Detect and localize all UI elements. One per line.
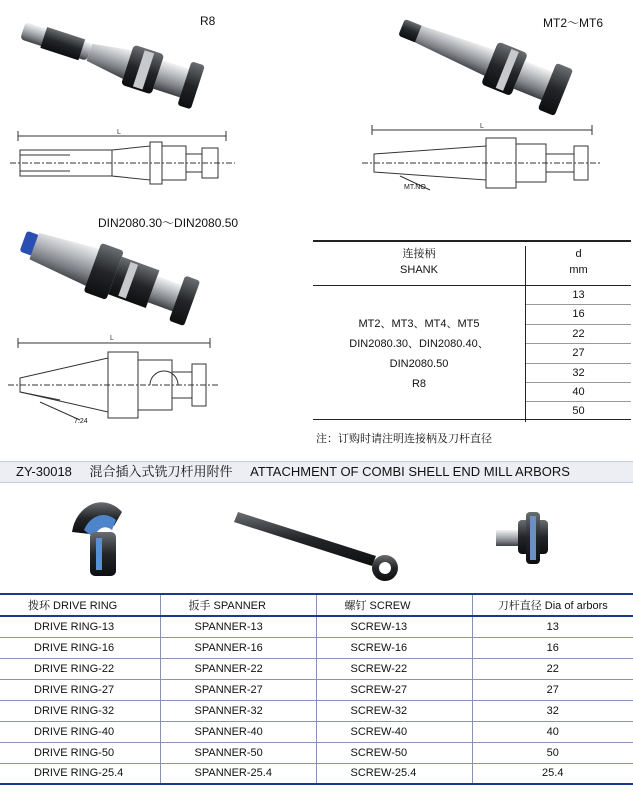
table-row [0,721,633,742]
drive-ring-cell: DRIVE RING-25.4 [0,763,160,784]
diameter-cell: 22 [526,325,631,344]
accessory-table [0,593,633,785]
spanner-cell: SPANNER-27 [160,679,316,700]
arbor-dia-cell: 22 [472,658,633,679]
drive-ring-cell: DRIVE RING-16 [0,637,160,658]
column-header: 螺钉 SCREW [316,594,472,616]
shank-line: DIN2080.50 [389,358,449,370]
product-code: ZY-30018 [16,464,72,479]
screw-cell: SCREW-40 [316,721,472,742]
shank-header-en: SHANK [400,264,438,276]
spanner-cell: SPANNER-13 [160,616,316,637]
drive-ring-cell: DRIVE RING-22 [0,658,160,679]
spec-table-header [313,242,631,286]
diameter-cell: 32 [526,364,631,383]
shank-header-cn: 连接柄 [402,248,436,260]
svg-text:L: L [110,335,114,342]
diameter-cell: 50 [572,405,585,418]
table-row [0,679,633,700]
screw-cell: SCREW-50 [316,742,472,763]
spanner-cell: SPANNER-40 [160,721,316,742]
column-header: 刀杆直径 Dia of arbors [472,594,633,616]
column-header: 拨环 DRIVE RING [0,594,160,616]
svg-text:L: L [117,129,121,136]
arbor-dia-cell: 25.4 [472,763,633,784]
drive-ring-cell: DRIVE RING-13 [0,616,160,637]
diameter-cell: 16 [526,305,631,324]
table-row [0,637,633,658]
accessory-illustrations [0,490,633,590]
screw-cell: SCREW-25.4 [316,763,472,784]
spanner-cell: SPANNER-50 [160,742,316,763]
r8-arbor-photo [16,9,205,110]
table-row [0,700,633,721]
shank-line: DIN2080.30、DIN2080.40、 [349,338,489,350]
r8-technical-drawing [10,131,235,184]
spanner-cell: SPANNER-22 [160,658,316,679]
arbor-dia-cell: 16 [472,637,633,658]
diameter-cell: 13 [526,286,631,305]
diameter-cell: 27 [526,344,631,363]
diameter-header-label: d [575,248,582,260]
shank-spec-table [313,240,631,420]
din-technical-drawing [8,338,220,420]
screw-cell: SCREW-16 [316,637,472,658]
table-row [0,616,633,637]
svg-text:L: L [480,123,484,130]
diameter-header [525,246,631,286]
drive-ring-cell: DRIVE RING-40 [0,721,160,742]
diameter-cell: 40 [526,383,631,402]
screw-cell: SCREW-22 [316,658,472,679]
screw-photo [496,512,548,564]
column-header: 扳手 SPANNER [160,594,316,616]
shank-line: R8 [411,378,427,390]
drive-ring-cell: DRIVE RING-50 [0,742,160,763]
arbor-dia-cell: 32 [472,700,633,721]
section-banner [0,461,633,483]
spanner-cell: SPANNER-25.4 [160,763,316,784]
arbor-dia-cell: 27 [472,679,633,700]
din-label: DIN2080.30～DIN2080.50 [98,216,239,230]
mt-technical-drawing [362,125,600,190]
order-note: 注：订购时请注明连接柄及刀杆直径 [316,433,492,445]
mt-no-label: MT.NO [404,184,426,191]
arbor-dia-cell: 50 [472,742,633,763]
shank-list [313,314,525,394]
drive-ring-photo [72,502,122,576]
shank-header [313,246,525,278]
screw-cell: SCREW-13 [316,616,472,637]
din-arbor-photo [14,218,201,328]
accessory-table-header [0,594,633,616]
table-row [0,763,633,784]
spanner-cell: SPANNER-16 [160,637,316,658]
table-row [0,658,633,679]
r8-label: R8 [200,14,216,28]
screw-cell: SCREW-32 [316,700,472,721]
banner-title-en: ATTACHMENT OF COMBI SHELL END MILL ARBORS [250,464,570,479]
taper-label: 7:24 [74,418,88,425]
spanner-photo [234,512,398,581]
drive-ring-cell: DRIVE RING-27 [0,679,160,700]
drive-ring-cell: DRIVE RING-32 [0,700,160,721]
arbor-dia-cell: 13 [472,616,633,637]
spanner-cell: SPANNER-32 [160,700,316,721]
diameter-header-unit: mm [569,264,588,276]
screw-cell: SCREW-27 [316,679,472,700]
table-row [0,742,633,763]
shank-line: MT2、MT3、MT4、MT5 [358,318,480,330]
arbor-dia-cell: 40 [472,721,633,742]
mt-label: MT2～MT6 [543,16,604,30]
banner-title-cn: 混合插入式铣刀杆用附件 [89,464,233,479]
